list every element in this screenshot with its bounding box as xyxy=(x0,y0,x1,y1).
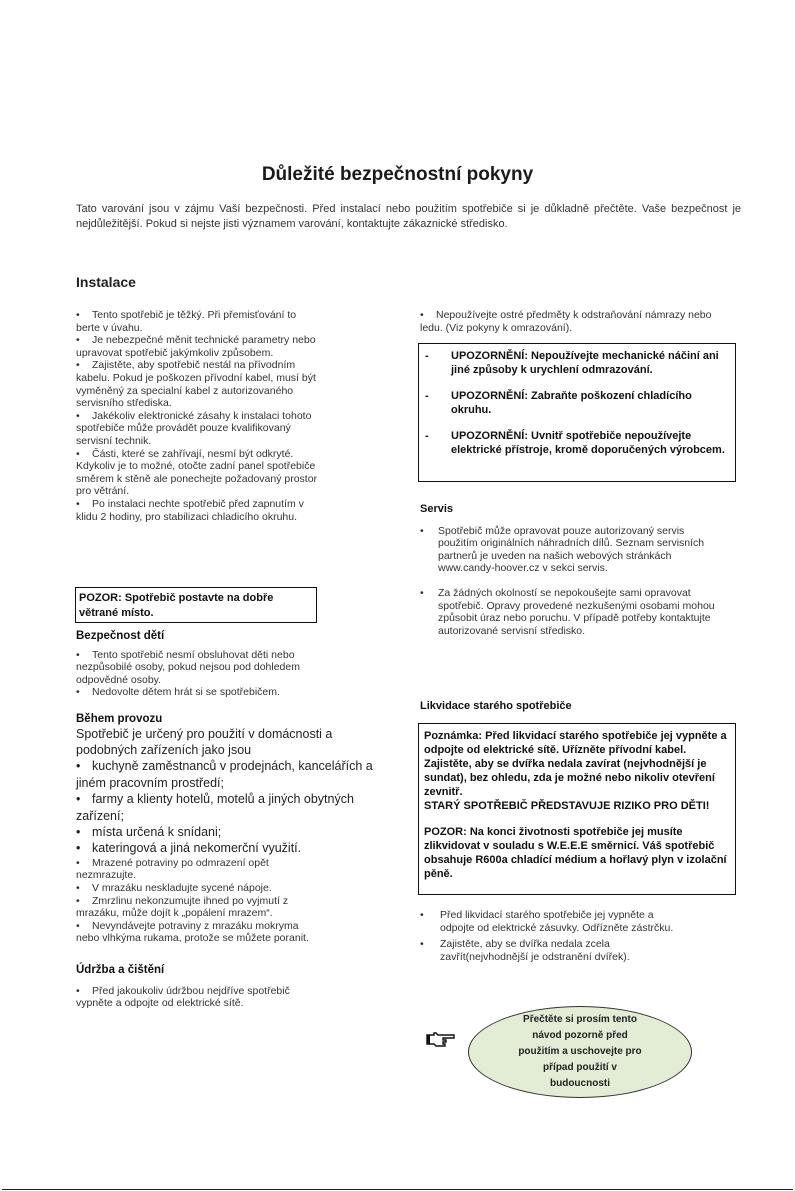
list-item: • Tento spotřebič nesmí obsluhovat děti nebo nezpůsobilé osoby, pokud nejsou pod dohledem odpovědné osoby. xyxy=(76,648,300,686)
operation-section xyxy=(76,713,396,945)
left-column xyxy=(76,309,318,523)
disposal-child-warning: STARÝ SPOTŘEBIČ PŘEDSTAVUJE RIZIKO PRO DĚTI! xyxy=(424,800,710,812)
heading-installation: Instalace xyxy=(76,274,136,290)
list-item: • Je nebezpečné měnit technické parametry nebo upravovat spotřebič jakýmkoliv způsobem. xyxy=(76,334,316,359)
ventilation-warning-box: POZOR: Spotřebič postavte na dobře větrané místo. xyxy=(75,587,317,623)
list-item: • Mrazené potraviny po odmrazení opět nezmrazujte. xyxy=(76,856,269,882)
service-section xyxy=(420,503,720,637)
list-item: • Jakékoliv elektronické zásahy k instalaci tohoto spotřebiče může provádět pouze kvalifikovaný servisní technik. xyxy=(76,409,312,447)
list-item: • Spotřebič může opravovat pouze autorizovaný servis použitím originálních náhradních dílů. Seznam servisních partnerů je uveden na našich webových stránkách www.candy-hoover.cz v sekci servis. xyxy=(420,524,705,575)
disposal-box xyxy=(418,723,736,895)
list-item: • farmy a klienty hotelů, motelů a jiných obytných zařízení; xyxy=(76,792,354,823)
list-item: • Nedovolte dětem hrát si se spotřebičem. xyxy=(76,686,280,699)
warning-item: - UPOZORNĚNÍ: Zabraňte poškození chladícího okruhu. xyxy=(425,390,692,416)
operation-lead: Spotřebič je určený pro použití v domácnosti a podobných zařízeních jako jsou xyxy=(76,726,333,757)
heading-maintenance: Údržba a čištění xyxy=(76,964,165,976)
heading-service: Servis xyxy=(420,503,454,515)
list-item: • kuchyně zaměstnanců v prodejnách, kancelářích a jiném pracovním prostředí; xyxy=(76,759,373,790)
list-item: • Tento spotřebič je těžký. Při přemisťování to berte v úvahu. xyxy=(76,309,297,334)
defrost-note xyxy=(420,309,720,334)
list-item: • Před likvidací starého spotřebiče jej vypněte a odpojte od elektrické zásuvky. Odřízněte zástrčku. xyxy=(420,909,674,934)
list-item: • kateringová a jiná nekomerční využití. xyxy=(76,841,302,856)
list-item: • Části, které se zahřívají, nesmí být odkryté. Kdykoliv je to možné, otočte zadní panel spotřebiče směrem k stěně ale ponechejte požadovaný prostor pro větrání. xyxy=(76,447,318,498)
list-item: • Zajistěte, aby spotřebič nestál na přívodním kabelu. Pokud je poškozen přívodní kabel, musí být vyměněný za specialní kabel z autorizovaného servisního střediska. xyxy=(76,359,316,410)
list-item: • Za žádných okolností se nepokoušejte sami opravovat spotřebič. Opravy provedené nezkušenými osobami mohou způsobit úraz nebo poruchu. V případě potřeby kontaktujte autorizované servisní středisko. xyxy=(420,586,715,637)
list-item: • Zajistěte, aby se dvířka nedala zcela zavřít(nejvhodnější je odstranění dvířek). xyxy=(420,938,630,963)
disposal-list xyxy=(420,909,688,963)
page-bottom-rule xyxy=(2,1189,793,1190)
heading-operation: Během provozu xyxy=(76,713,163,725)
page-title: Důležité bezpečnostní pokyny xyxy=(261,164,534,185)
list-item: • V mrazáku neskladujte sycené nápoje. xyxy=(76,882,272,895)
list-item: • Nepoužívejte ostré předměty k odstraňování námrazy nebo ledu. (Viz pokyny k omrazování). xyxy=(420,309,712,334)
maintenance-section xyxy=(76,964,318,1010)
intro-text: Tato varování jsou v zájmu Vaší bezpečnosti. Před instalací nebo použitím spotřebiče si je důkladně přečtěte. Vaše bezpečnost je nejdůležitější. Pokud si nejste jisti významem varování, kontaktujte zákaznické středisko. xyxy=(76,203,741,230)
warning-item: - UPOZORNĚNÍ: Nepoužívejte mechanické náčiní ani jiné způsoby k urychlení odmrazování. xyxy=(425,350,719,376)
heading-disposal: Likvidace starého spotřebiče xyxy=(420,700,572,712)
disposal-note: Poznámka: Před likvidací starého spotřebiče jej vypněte a odpojte od elektrické sítě. Uřízněte přívodní kabel. Zajistěte, aby se dvířka nedala zavírat (nejvhodnější je sundat), bez ohledu, zda je možné nebo nikoliv otevření zevnitř. xyxy=(424,730,727,798)
reminder-text: Přečtěte si prosím tento návod pozorně před použitím a uschovejte pro případ použití v budoucnosti xyxy=(518,1014,642,1089)
list-item: • Před jakoukoliv údržbou nejdříve spotřebič vypněte a odpojte od elektrické sítě. xyxy=(76,984,290,1010)
list-item: • Po instalaci nechte spotřebič před zapnutím v klidu 2 hodiny, pro stabilizaci chladicího okruhu. xyxy=(76,497,304,523)
reminder-oval xyxy=(468,1006,692,1098)
warning-item: - UPOZORNĚNÍ: Uvnitř spotřebiče nepoužívejte elektrické přístroje, kromě doporučených výrobcem. xyxy=(425,430,725,456)
heading-child-safety: Bezpečnost dětí xyxy=(76,630,165,642)
pointing-hand-icon xyxy=(426,1030,456,1050)
list-item: • Zmrzlinu nekonzumujte ihned po vyjmutí z mrazáku, může dojít k „popálení mrazem“. xyxy=(76,894,289,920)
child-safety-section xyxy=(76,630,318,699)
list-item: • Nevyndávejte potraviny z mrazáku mokryma nebo vlhkýma rukama, protože se můžete poranit. xyxy=(76,919,309,945)
warnings-box xyxy=(418,343,736,482)
list-item: • místa určená k snídani; xyxy=(76,825,222,840)
disposal-eol-warning: POZOR: Na konci životnosti spotřebiče jej musíte zlikvidovat v souladu s W.E.E.E směrnicí. Váš spotřebič obsahuje R600a chladící médium a hořlavý plyn v izolační pěně. xyxy=(424,826,727,880)
